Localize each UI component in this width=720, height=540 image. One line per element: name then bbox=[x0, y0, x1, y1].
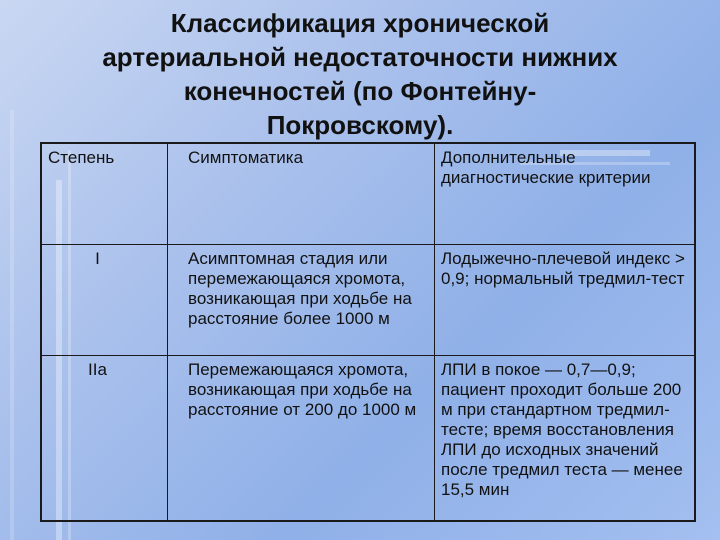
table-header-row bbox=[41, 143, 695, 245]
title-line: артериальной недостаточности нижних bbox=[102, 42, 618, 72]
table-row bbox=[41, 356, 695, 522]
cell-symptoms: Асимптомная стадия или перемежающаяся хромота, возникающая при ходьбе на расстояние более 1000 м bbox=[168, 245, 435, 356]
classification-table bbox=[40, 142, 696, 522]
title-line: конечностей (по Фонтейну- bbox=[183, 76, 537, 106]
cell-grade: I bbox=[41, 245, 168, 356]
title-line: Покровскому). bbox=[266, 110, 454, 140]
header-criteria: Дополнительные диагностические критерии bbox=[435, 143, 696, 245]
slide-title bbox=[30, 6, 690, 142]
header-symptoms: Симптоматика bbox=[168, 143, 435, 245]
background-stripe bbox=[10, 110, 14, 540]
cell-grade: IIa bbox=[41, 356, 168, 522]
cell-symptoms: Перемежающаяся хромота, возникающая при ходьбе на расстояние от 200 до 1000 м bbox=[168, 356, 435, 522]
header-grade: Степень bbox=[41, 143, 168, 245]
table-row bbox=[41, 245, 695, 356]
title-line: Классификация хронической bbox=[170, 8, 550, 38]
cell-criteria: Лодыжечно-плечевой индекс > 0,9; нормальный тредмил-тест bbox=[435, 245, 696, 356]
cell-criteria: ЛПИ в покое — 0,7—0,9; пациент проходит больше 200 м при стандартном тредмил-тесте; время восстановления ЛПИ до исходных значений после тредмил теста — менее 15,5 мин bbox=[441, 360, 683, 499]
